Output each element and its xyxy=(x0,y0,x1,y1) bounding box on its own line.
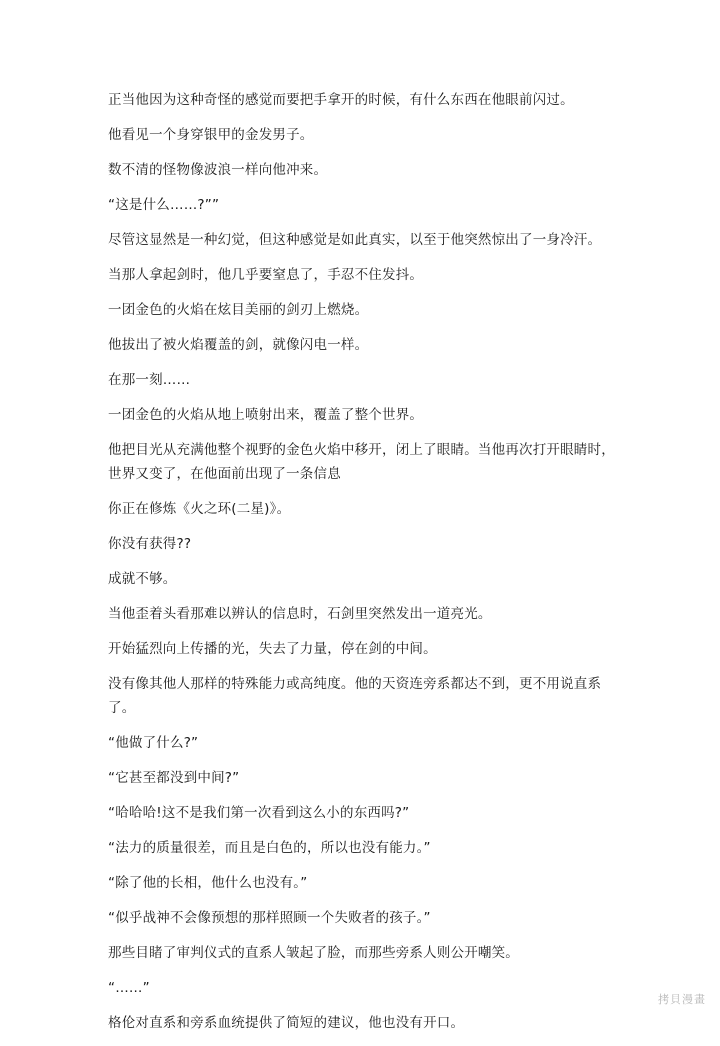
paragraph: “这是什么……?”” xyxy=(108,197,220,213)
paragraph: 他看见一个身穿银甲的金发男子。 xyxy=(108,127,314,143)
paragraph: 他拔出了被火焰覆盖的剑，就像闪电一样。 xyxy=(108,337,369,353)
paragraph: 在那一刻…… xyxy=(108,372,191,388)
paragraph: 格伦对直系和旁系血统提供了简短的建议，他也没有开口。 xyxy=(108,1015,465,1031)
paragraph: 正当他因为这种奇怪的感觉而要把手拿开的时候，有什么东西在他眼前闪过。 xyxy=(108,92,574,108)
watermark: 拷貝漫畫 xyxy=(658,993,706,1006)
paragraph: 当那人拿起剑时，他几乎要窒息了，手忍不住发抖。 xyxy=(108,267,424,283)
paragraph: 一团金色的火焰在炫目美丽的剑刃上燃烧。 xyxy=(108,302,369,318)
paragraph: “他做了什么?” xyxy=(108,735,199,751)
paragraph: 数不清的怪物像波浪一样向他冲来。 xyxy=(108,162,328,178)
paragraph: 开始猛烈向上传播的光，失去了力量，停在剑的中间。 xyxy=(108,641,437,657)
paragraph: 那些目睹了审判仪式的直系人皱起了脸，而那些旁系人则公开嘲笑。 xyxy=(108,945,519,961)
paragraph: “……” xyxy=(108,980,150,996)
paragraph: 你正在修炼《火之环(二星)》。 xyxy=(108,501,291,517)
paragraph: 没有像其他人那样的特殊能力或高纯度。他的天资连旁系都达不到，更不用说直系了。 xyxy=(108,676,602,716)
paragraph: 当他歪着头看那难以辨认的信息时，石剑里突然发出一道亮光。 xyxy=(108,606,492,622)
paragraph: 你没有获得?? xyxy=(108,536,192,552)
paragraph: “法力的质量很差，而且是白色的，所以也没有能力。” xyxy=(108,840,431,856)
paragraph: 他把目光从充满他整个视野的金色火焰中移开，闭上了眼睛。当他再次打开眼睛时，世界又变了，在他面前出现了一条信息 xyxy=(108,442,615,482)
paragraph: “哈哈哈!这不是我们第一次看到这么小的东西吗?” xyxy=(108,805,410,821)
paragraph: 一团金色的火焰从地上喷射出来，覆盖了整个世界。 xyxy=(108,407,424,423)
paragraph: 成就不够。 xyxy=(108,571,177,587)
paragraph: “它甚至都没到中间?” xyxy=(108,770,240,786)
paragraph: “除了他的长相，他什么也没有。” xyxy=(108,875,308,891)
paragraph: 尽管这显然是一种幻觉，但这种感觉是如此真实，以至于他突然惊出了一身冷汗。 xyxy=(108,232,602,248)
document-body xyxy=(108,88,618,1046)
paragraph: “似乎战神不会像预想的那样照顾一个失败者的孩子。” xyxy=(108,910,431,926)
